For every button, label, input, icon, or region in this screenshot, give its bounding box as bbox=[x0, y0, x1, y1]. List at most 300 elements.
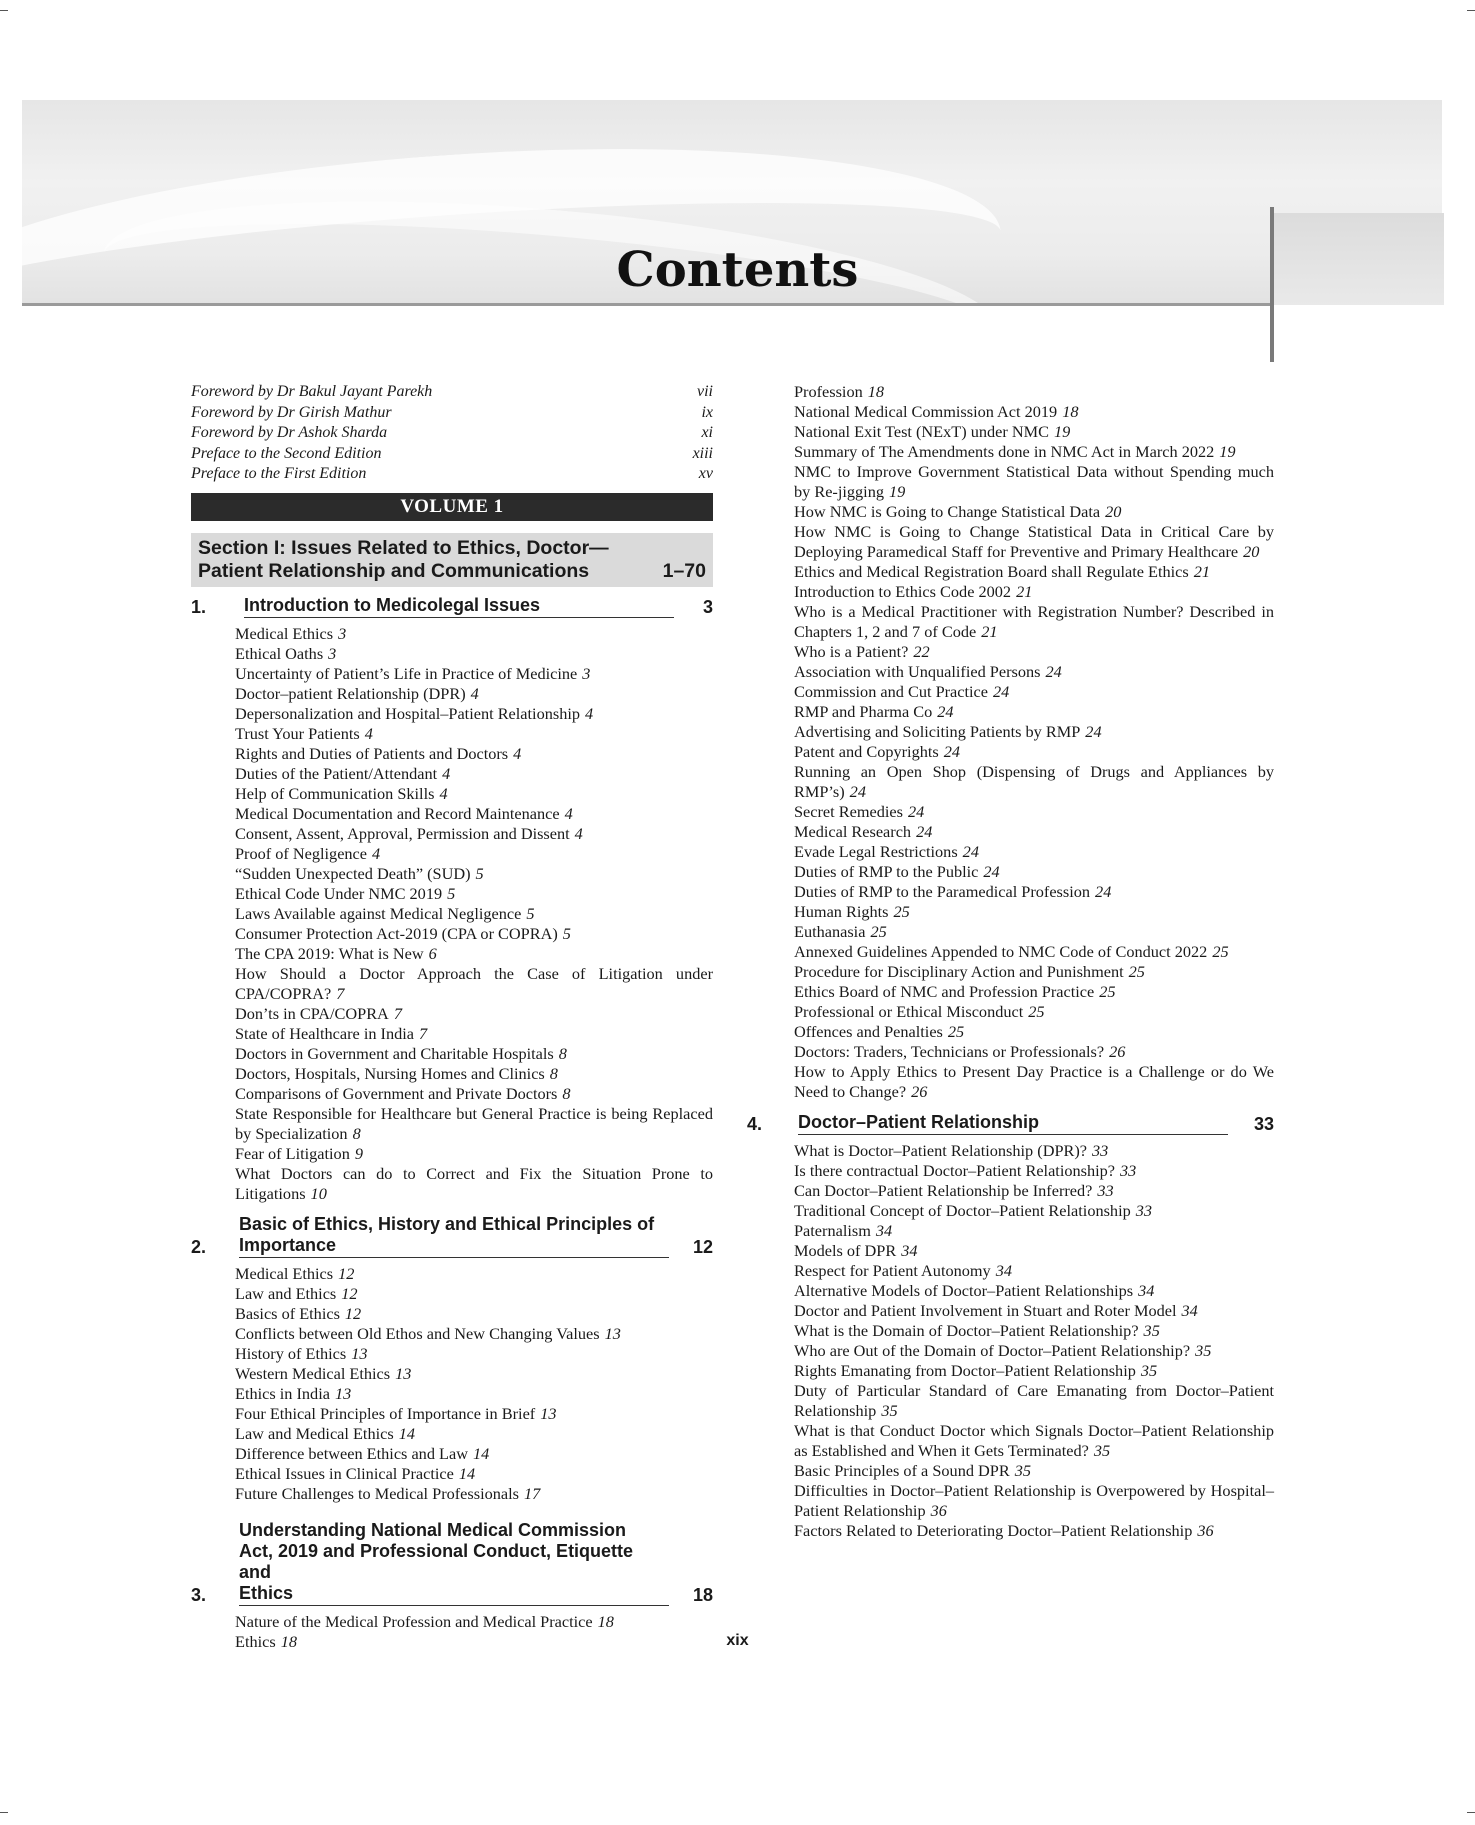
entry-page: 34 bbox=[901, 1241, 918, 1260]
entry-page: 24 bbox=[1085, 722, 1102, 741]
toc-entry bbox=[191, 944, 713, 964]
entry-page: 5 bbox=[447, 883, 456, 903]
entry-page: 14 bbox=[458, 1463, 476, 1483]
toc-entry bbox=[191, 1424, 713, 1444]
crop-mark bbox=[1467, 1812, 1475, 1813]
entry-title: Commission and Cut Practice bbox=[794, 682, 988, 701]
entry-page: 35 bbox=[1093, 1441, 1111, 1460]
toc-entry bbox=[769, 1521, 1274, 1541]
toc-entry bbox=[769, 582, 1274, 602]
entry-page: 12 bbox=[338, 1263, 355, 1283]
chapter-title-line: Introduction to Medicolegal Issues bbox=[243, 594, 541, 615]
entry-title: Duties of RMP to the Paramedical Profession bbox=[794, 882, 1091, 901]
entry-page: 5 bbox=[562, 923, 571, 943]
chapter-number: 3. bbox=[191, 1584, 207, 1605]
entry-page: 25 bbox=[1212, 942, 1229, 961]
chapter-page: 33 bbox=[1253, 1114, 1274, 1134]
section-title-line: Patient Relationship and Communications bbox=[198, 559, 590, 582]
entry-title: Who is a Medical Practitioner with Registration Number? Described in Chapters 1, 2 and 7 of Code bbox=[794, 602, 1274, 641]
toc-entry bbox=[769, 662, 1274, 682]
entry-title: Ethics bbox=[235, 1631, 276, 1651]
entry-page: 24 bbox=[1045, 662, 1062, 681]
entry-title: National Exit Test (NExT) under NMC bbox=[794, 422, 1049, 441]
toc-entry bbox=[191, 1084, 713, 1104]
toc-entry bbox=[191, 884, 713, 904]
section-heading bbox=[191, 533, 713, 587]
toc-entry bbox=[769, 1261, 1274, 1281]
toc-entry bbox=[191, 864, 713, 884]
entry-title: Ethics Board of NMC and Profession Practice bbox=[794, 982, 1095, 1001]
toc-left-column bbox=[191, 382, 713, 1652]
toc-entry bbox=[769, 722, 1274, 742]
entry-title: Annexed Guidelines Appended to NMC Code of Conduct 2022 bbox=[794, 942, 1208, 961]
entry-title: Ethics in India bbox=[235, 1383, 330, 1403]
entry-page: 19 bbox=[1219, 442, 1236, 461]
entry-page: 35 bbox=[1014, 1461, 1031, 1480]
toc-entry bbox=[769, 642, 1274, 662]
entry-title: Offences and Penalties bbox=[794, 1022, 943, 1041]
entry-page: 19 bbox=[1053, 422, 1071, 441]
foreword-title: Foreword by Dr Ashok Sharda bbox=[191, 424, 388, 442]
toc-entry bbox=[191, 1144, 713, 1164]
entry-title: Trust Your Patients bbox=[235, 723, 360, 743]
toc-entry bbox=[769, 1141, 1274, 1161]
entry-title: Comparisons of Government and Private Doctors bbox=[235, 1083, 558, 1103]
entry-title: Traditional Concept of Doctor–Patient Relationship bbox=[794, 1201, 1131, 1220]
toc-entry bbox=[191, 1004, 713, 1024]
entry-page: 26 bbox=[1109, 1042, 1126, 1061]
foreword-page: xiii bbox=[692, 444, 713, 462]
chapter-title-line: Ethics bbox=[238, 1582, 294, 1603]
toc-entry bbox=[769, 882, 1274, 902]
toc-entry bbox=[191, 844, 713, 864]
toc-entry bbox=[191, 624, 713, 644]
entry-page: 35 bbox=[1143, 1321, 1160, 1340]
foreword-entry bbox=[191, 423, 713, 444]
chapter-title: Doctor–Patient Relationship bbox=[798, 1112, 1228, 1135]
toc-entry bbox=[191, 1264, 713, 1284]
toc-entry bbox=[191, 1364, 713, 1384]
entry-page: 22 bbox=[913, 642, 930, 661]
chapter-heading bbox=[747, 1112, 1274, 1135]
entry-title: Laws Available against Medical Negligence bbox=[235, 903, 522, 923]
entry-title: Help of Communication Skills bbox=[235, 783, 435, 803]
entry-title: Evade Legal Restrictions bbox=[794, 842, 958, 861]
toc-right-column bbox=[747, 382, 1274, 1541]
entry-title: Association with Unqualified Persons bbox=[794, 662, 1041, 681]
entry-page: 5 bbox=[475, 863, 484, 883]
toc-entry bbox=[769, 1161, 1274, 1181]
entry-title: Professional or Ethical Misconduct bbox=[794, 1002, 1024, 1021]
toc-entry bbox=[769, 1241, 1274, 1261]
entry-page: 3 bbox=[338, 623, 347, 643]
toc-entry bbox=[191, 784, 713, 804]
toc-entry bbox=[191, 1404, 713, 1424]
toc-entry bbox=[769, 862, 1274, 882]
toc-entry bbox=[769, 502, 1274, 522]
toc-entry bbox=[769, 602, 1274, 642]
page-title: Contents bbox=[616, 242, 859, 298]
entry-page: 18 bbox=[597, 1611, 614, 1631]
toc-entry bbox=[769, 1461, 1274, 1481]
entry-page: 17 bbox=[523, 1483, 541, 1503]
entry-page: 8 bbox=[562, 1083, 571, 1103]
entry-title: Can Doctor–Patient Relationship be Inferred? bbox=[794, 1181, 1093, 1200]
entry-page: 19 bbox=[889, 482, 906, 501]
foreword-title: Preface to the Second Edition bbox=[191, 444, 382, 462]
foreword-title: Foreword by Dr Girish Mathur bbox=[191, 403, 392, 421]
toc-entry bbox=[769, 702, 1274, 722]
entry-page: 4 bbox=[442, 763, 451, 783]
entry-title: Depersonalization and Hospital–Patient Relationship bbox=[235, 703, 580, 723]
foreword-entry bbox=[191, 444, 713, 465]
entry-page: 24 bbox=[849, 782, 866, 801]
volume-banner: VOLUME 1 bbox=[191, 493, 713, 521]
entry-page: 35 bbox=[1195, 1341, 1212, 1360]
chapter-list bbox=[191, 595, 713, 1652]
toc-entry bbox=[191, 1444, 713, 1464]
entry-title: Advertising and Soliciting Patients by RMP bbox=[794, 722, 1081, 741]
entry-title: Doctor–patient Relationship (DPR) bbox=[235, 683, 466, 703]
entry-page: 34 bbox=[1181, 1301, 1198, 1320]
toc-entry bbox=[769, 1022, 1274, 1042]
entry-page: 21 bbox=[1193, 562, 1211, 581]
entry-title: Running an Open Shop (Dispensing of Drugs and Appliances by RMP’s) bbox=[794, 762, 1274, 801]
entry-page: 4 bbox=[513, 743, 522, 763]
entry-title: Don’ts in CPA/COPRA bbox=[235, 1003, 389, 1023]
entry-title: State Responsible for Healthcare but General Practice is being Replaced by Specialization bbox=[235, 1103, 713, 1143]
toc-entry bbox=[191, 1044, 713, 1064]
entry-page: 13 bbox=[351, 1343, 368, 1363]
entry-page: 8 bbox=[352, 1123, 361, 1143]
toc-entry bbox=[191, 644, 713, 664]
entry-title: Factors Related to Deteriorating Doctor–Patient Relationship bbox=[794, 1521, 1193, 1540]
entry-title: Rights and Duties of Patients and Doctors bbox=[235, 743, 509, 763]
toc-entry bbox=[191, 1304, 713, 1324]
entry-page: 36 bbox=[930, 1501, 947, 1520]
entry-page: 18 bbox=[280, 1631, 297, 1651]
entry-title: Doctors in Government and Charitable Hospitals bbox=[235, 1043, 554, 1063]
entry-title: Ethical Issues in Clinical Practice bbox=[235, 1463, 454, 1483]
crop-mark bbox=[0, 1812, 8, 1813]
entry-title: Secret Remedies bbox=[794, 802, 903, 821]
entry-page: 4 bbox=[574, 823, 583, 843]
toc-entry bbox=[191, 1164, 713, 1204]
entry-page: 13 bbox=[604, 1323, 621, 1343]
entry-page: 7 bbox=[393, 1003, 402, 1023]
toc-entry bbox=[769, 762, 1274, 802]
entry-page: 21 bbox=[981, 622, 998, 641]
foreword-entry bbox=[191, 403, 713, 424]
toc-entry bbox=[769, 922, 1274, 942]
chapter-title-line: Importance bbox=[238, 1234, 337, 1255]
chapter-title-line: Basic of Ethics, History and Ethical Principles of bbox=[238, 1213, 655, 1234]
entry-page: 33 bbox=[1120, 1161, 1137, 1180]
entry-title: What is the Domain of Doctor–Patient Relationship? bbox=[794, 1321, 1139, 1340]
entry-page: 25 bbox=[893, 902, 910, 921]
toc-entry bbox=[769, 902, 1274, 922]
entry-title: Rights Emanating from Doctor–Patient Relationship bbox=[794, 1361, 1136, 1380]
entry-page: 36 bbox=[1197, 1521, 1214, 1540]
foreword-list bbox=[191, 382, 713, 485]
entry-title: Nature of the Medical Profession and Medical Practice bbox=[235, 1611, 593, 1631]
foreword-page: xi bbox=[701, 424, 713, 442]
toc-entry bbox=[191, 804, 713, 824]
section-title-line: Section I: Issues Related to Ethics, Doctor— bbox=[198, 536, 609, 559]
entry-page: 33 bbox=[1135, 1201, 1153, 1220]
entry-title: Alternative Models of Doctor–Patient Relationships bbox=[794, 1281, 1134, 1300]
chapter-title bbox=[239, 1520, 669, 1606]
toc-entry bbox=[769, 682, 1274, 702]
header-rule bbox=[22, 303, 1270, 306]
toc-entry bbox=[191, 824, 713, 844]
entry-page: 33 bbox=[1097, 1181, 1114, 1200]
entry-title: How Should a Doctor Approach the Case of Litigation under CPA/COPRA? bbox=[235, 963, 713, 1003]
toc-entry bbox=[191, 1284, 713, 1304]
chapter-number: 4. bbox=[747, 1114, 763, 1134]
entry-page: 18 bbox=[1062, 402, 1079, 421]
foreword-page: ix bbox=[701, 403, 713, 421]
toc-entry bbox=[769, 1421, 1274, 1461]
chapter-title bbox=[239, 1214, 669, 1258]
entry-page: 21 bbox=[1016, 582, 1033, 601]
toc-entry bbox=[191, 964, 713, 1004]
entry-page: 25 bbox=[1099, 982, 1116, 1001]
entry-page: 7 bbox=[419, 1023, 428, 1043]
page-number: xix bbox=[726, 1632, 749, 1649]
entry-page: 12 bbox=[341, 1283, 358, 1303]
entry-title: Basics of Ethics bbox=[235, 1303, 340, 1323]
toc-entry bbox=[769, 1281, 1274, 1301]
entry-page: 13 bbox=[540, 1403, 557, 1423]
toc-entry bbox=[191, 1324, 713, 1344]
entry-page: 25 bbox=[947, 1022, 965, 1041]
entry-title: What is Doctor–Patient Relationship (DPR)? bbox=[794, 1141, 1088, 1160]
entry-page: 3 bbox=[582, 663, 591, 683]
entry-page: 24 bbox=[962, 842, 979, 861]
entry-page: 18 bbox=[867, 382, 885, 401]
entry-page: 25 bbox=[1028, 1002, 1045, 1021]
entry-page: 26 bbox=[911, 1082, 928, 1101]
entry-page: 20 bbox=[1243, 542, 1260, 561]
chapter-heading bbox=[191, 1520, 713, 1606]
toc-entry bbox=[191, 684, 713, 704]
entry-title: How to Apply Ethics to Present Day Practice is a Challenge or do We Need to Change? bbox=[794, 1062, 1274, 1101]
chapter-title-line: Act, 2019 and Professional Conduct, Etiquette and bbox=[238, 1540, 634, 1582]
toc-entry bbox=[769, 742, 1274, 762]
entry-page: 7 bbox=[336, 983, 345, 1003]
entry-title: Future Challenges to Medical Professionals bbox=[235, 1483, 519, 1503]
entry-title: Consent, Assent, Approval, Permission and Dissent bbox=[235, 823, 570, 843]
entry-page: 10 bbox=[310, 1183, 327, 1203]
toc-entry bbox=[191, 1024, 713, 1044]
toc-entry bbox=[769, 562, 1274, 582]
chapter-title-line: Understanding National Medical Commission bbox=[238, 1519, 627, 1540]
toc-entry bbox=[769, 962, 1274, 982]
entry-title: Difficulties in Doctor–Patient Relationship is Overpowered by Hospital–Patient Relationship bbox=[794, 1481, 1274, 1520]
toc-entry bbox=[191, 1064, 713, 1084]
entry-title: Basic Principles of a Sound DPR bbox=[794, 1461, 1010, 1480]
chapter-heading bbox=[191, 1214, 713, 1258]
section-title bbox=[198, 537, 609, 583]
chapter-page: 12 bbox=[692, 1236, 713, 1257]
toc-entry bbox=[769, 822, 1274, 842]
entry-title: The CPA 2019: What is New bbox=[235, 943, 424, 963]
foreword-entry bbox=[191, 382, 713, 403]
entry-title: Medical Ethics bbox=[235, 623, 334, 643]
entry-title: Introduction to Ethics Code 2002 bbox=[794, 582, 1012, 601]
entry-title: How NMC is Going to Change Statistical Data in Critical Care by Deploying Paramedical Staff for Preventive and Primary Healthcare bbox=[794, 522, 1274, 561]
toc-entry bbox=[769, 522, 1274, 562]
entry-page: 5 bbox=[526, 903, 535, 923]
toc-entry bbox=[769, 802, 1274, 822]
chapter-4 bbox=[747, 1112, 1274, 1541]
entry-title: Doctor and Patient Involvement in Stuart and Roter Model bbox=[794, 1301, 1177, 1320]
entry-page: 24 bbox=[907, 802, 925, 821]
entry-title: Medical Research bbox=[794, 822, 912, 841]
entry-page: 34 bbox=[995, 1261, 1012, 1280]
chapter-page: 18 bbox=[692, 1584, 713, 1605]
toc-entry bbox=[191, 1104, 713, 1144]
entry-title: Procedure for Disciplinary Action and Punishment bbox=[794, 962, 1124, 981]
chapter-3-continued bbox=[769, 382, 1274, 1102]
entry-title: Respect for Patient Autonomy bbox=[794, 1261, 991, 1280]
entry-title: Human Rights bbox=[794, 902, 889, 921]
entry-page: 34 bbox=[875, 1221, 893, 1240]
toc-entry bbox=[191, 664, 713, 684]
toc-entry bbox=[191, 704, 713, 724]
entry-title: Ethical Oaths bbox=[235, 643, 324, 663]
crop-mark bbox=[1467, 10, 1475, 11]
toc-entry bbox=[769, 422, 1274, 442]
entry-page: 12 bbox=[344, 1303, 362, 1323]
entry-title: Duties of the Patient/Attendant bbox=[235, 763, 438, 783]
entry-page: 24 bbox=[937, 702, 954, 721]
toc-entry bbox=[769, 942, 1274, 962]
entry-title: National Medical Commission Act 2019 bbox=[794, 402, 1058, 421]
entry-page: 8 bbox=[549, 1063, 558, 1083]
toc-entry bbox=[769, 1062, 1274, 1102]
entry-page: 9 bbox=[354, 1143, 363, 1163]
entry-title: What Doctors can do to Correct and Fix the Situation Prone to Litigations bbox=[235, 1163, 713, 1203]
toc-entry bbox=[769, 1201, 1274, 1221]
entry-page: 4 bbox=[372, 843, 381, 863]
entry-title: Difference between Ethics and Law bbox=[235, 1443, 468, 1463]
entry-page: 14 bbox=[472, 1443, 490, 1463]
entry-title: Medical Ethics bbox=[235, 1263, 334, 1283]
entry-title: Who are Out of the Domain of Doctor–Patient Relationship? bbox=[794, 1341, 1191, 1360]
chapter-number: 2. bbox=[191, 1236, 207, 1257]
entry-title: RMP and Pharma Co bbox=[794, 702, 933, 721]
entry-title: “Sudden Unexpected Death” (SUD) bbox=[235, 863, 471, 883]
entry-page: 34 bbox=[1138, 1281, 1155, 1300]
entry-page: 14 bbox=[398, 1423, 415, 1443]
entry-title: Ethics and Medical Registration Board shall Regulate Ethics bbox=[794, 562, 1189, 581]
entry-page: 24 bbox=[983, 862, 1000, 881]
chapter-page: 3 bbox=[702, 596, 713, 617]
entry-title: Western Medical Ethics bbox=[235, 1363, 391, 1383]
toc-entry bbox=[191, 1344, 713, 1364]
entry-page: 4 bbox=[364, 723, 373, 743]
entry-page: 4 bbox=[585, 703, 594, 723]
entry-page: 3 bbox=[328, 643, 337, 663]
chapter-number: 1. bbox=[191, 596, 207, 617]
entry-title: Who is a Patient? bbox=[794, 642, 909, 661]
entry-title: Conflicts between Old Ethos and New Changing Values bbox=[235, 1323, 600, 1343]
toc-entry bbox=[191, 904, 713, 924]
entry-page: 24 bbox=[943, 742, 960, 761]
entry-title: Duties of RMP to the Public bbox=[794, 862, 979, 881]
foreword-title: Foreword by Dr Bakul Jayant Parekh bbox=[191, 383, 433, 400]
entry-title: Law and Ethics bbox=[235, 1283, 337, 1303]
entry-title: What is that Conduct Doctor which Signals Doctor–Patient Relationship as Established and When it Gets Terminated? bbox=[794, 1421, 1274, 1460]
entry-title: State of Healthcare in India bbox=[235, 1023, 415, 1043]
entry-page: 24 bbox=[993, 682, 1010, 701]
entry-page: 8 bbox=[558, 1043, 567, 1063]
chapter-title bbox=[244, 595, 674, 618]
toc-entry bbox=[191, 724, 713, 744]
entry-page: 20 bbox=[1105, 502, 1122, 521]
entry-page: 35 bbox=[1140, 1361, 1158, 1380]
toc-entry bbox=[769, 1221, 1274, 1241]
toc-entry bbox=[769, 462, 1274, 502]
entry-page: 6 bbox=[428, 943, 437, 963]
section-pages: 1–70 bbox=[662, 559, 706, 582]
entry-title: Four Ethical Principles of Importance in Brief bbox=[235, 1403, 536, 1423]
toc-entry bbox=[191, 1384, 713, 1404]
entry-page: 4 bbox=[439, 783, 448, 803]
entry-title: Summary of The Amendments done in NMC Act in March 2022 bbox=[794, 442, 1215, 461]
foreword-page: xv bbox=[698, 465, 713, 483]
entry-page: 4 bbox=[564, 803, 573, 823]
entry-page: 25 bbox=[870, 922, 887, 941]
entry-page: 33 bbox=[1092, 1141, 1109, 1160]
toc-entry bbox=[769, 982, 1274, 1002]
entry-title: Proof of Negligence bbox=[235, 843, 368, 863]
toc-entry bbox=[769, 842, 1274, 862]
entry-title: NMC to Improve Government Statistical Data without Spending much by Re-jigging bbox=[794, 462, 1274, 501]
toc-entry bbox=[769, 382, 1274, 402]
entry-title: Consumer Protection Act-2019 (CPA or COPRA) bbox=[235, 923, 558, 943]
entry-title: Uncertainty of Patient’s Life in Practice of Medicine bbox=[235, 663, 578, 683]
entry-page: 13 bbox=[395, 1363, 412, 1383]
entry-title: Medical Documentation and Record Maintenance bbox=[235, 803, 560, 823]
entry-title: How NMC is Going to Change Statistical Data bbox=[794, 502, 1101, 521]
entry-page: 25 bbox=[1128, 962, 1145, 981]
toc-entry bbox=[191, 1484, 713, 1504]
entry-title: Duty of Particular Standard of Care Emanating from Doctor–Patient Relationship bbox=[794, 1381, 1274, 1420]
entry-title: Models of DPR bbox=[794, 1241, 897, 1260]
entry-page: 35 bbox=[881, 1401, 898, 1420]
toc-entry bbox=[769, 1181, 1274, 1201]
toc-entry bbox=[191, 1464, 713, 1484]
foreword-title: Preface to the First Edition bbox=[191, 465, 367, 483]
entry-title: Fear of Litigation bbox=[235, 1143, 350, 1163]
toc-entry bbox=[769, 1301, 1274, 1321]
toc-entry bbox=[191, 744, 713, 764]
entry-title: Doctors, Hospitals, Nursing Homes and Clinics bbox=[235, 1063, 545, 1083]
toc-entry bbox=[769, 1361, 1274, 1381]
entry-page: 24 bbox=[916, 822, 933, 841]
toc-entry bbox=[769, 1042, 1274, 1062]
foreword-entry bbox=[191, 464, 713, 485]
entry-title: Profession bbox=[794, 382, 863, 401]
entry-title: Law and Medical Ethics bbox=[235, 1423, 394, 1443]
toc-entry bbox=[191, 1612, 713, 1632]
toc-entry bbox=[769, 1321, 1274, 1341]
toc-entry bbox=[769, 1481, 1274, 1521]
entry-page: 24 bbox=[1095, 882, 1112, 901]
